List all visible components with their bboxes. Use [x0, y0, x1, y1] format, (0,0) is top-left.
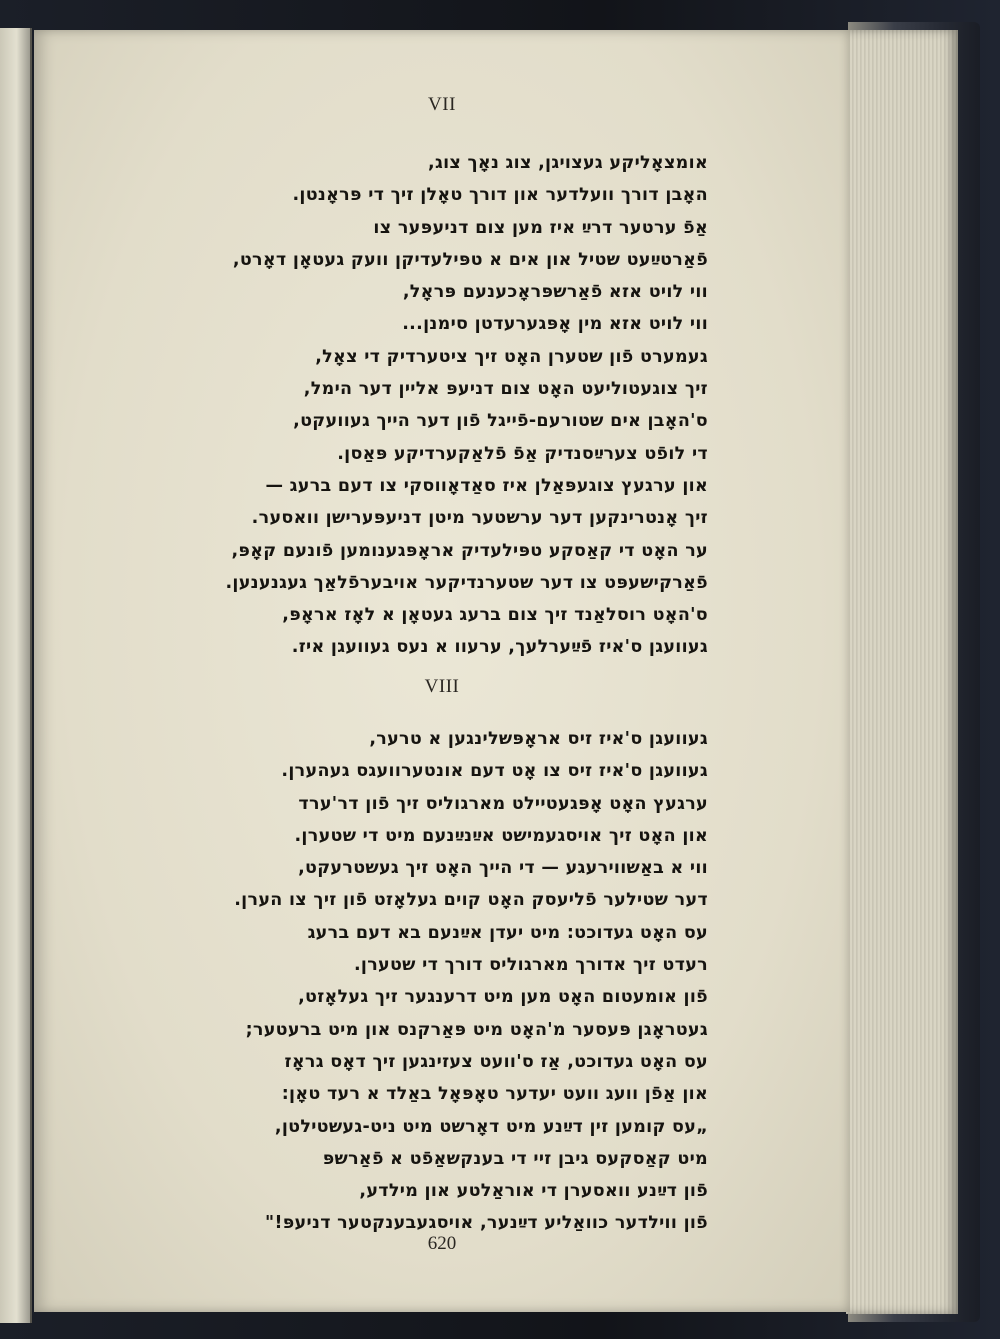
- poem-line: ערגעץ האָט אָפּגעטיילט מארגוליס זיך פֿון דר'ערד: [298, 793, 708, 814]
- poem-line: געוועגן ס'איז פֿײַערלעך, ערעוו א נעס געוועגן איז.: [291, 637, 708, 658]
- poem-line: און האָט זיך אויסגעמישט אײַנײַנעם מיט די שטערן.: [294, 825, 708, 846]
- poem-line: זיך צוגעטוליעט האָט צום דניעפּ אליין דער הימל,: [303, 379, 708, 400]
- poem-line: דער שטילער פֿליעסק האָט קוים געלאָזט פֿון זיך צו הערן.: [234, 890, 708, 911]
- poem-line: זיך אָנטרינקען דער ערשטער מיטן דניעפּערישן וואסער.: [251, 508, 708, 529]
- poem-line: און אַפֿן וועג וועט יעדער טאָפּאָל באַלד א רעד טאָן:: [281, 1084, 708, 1105]
- poem-line: עס האָט געדוכט, אַז ס'וועט צעזינגען זיך דאָס גראָז: [284, 1051, 708, 1072]
- poem-line: אַפֿ ערטער דרײַ איז מען צום דניעפּער צו: [373, 217, 708, 238]
- page-content: [34, 30, 850, 1312]
- poem-line: פֿאַרקישעפּט צו דער שטערנדיקער אויבערפֿלאַך געגנענען.: [225, 572, 708, 593]
- poem-line: פֿון ווילדער כוואַליע דײַנער, אויסגעבענקטער דניעפּ!": [265, 1213, 708, 1234]
- section-number-vii: VII: [428, 94, 456, 115]
- poem-line: האָבן דורך וועלדער און דורך טאָלן זיך די פּראָנטן.: [292, 185, 708, 206]
- book-page: [34, 30, 850, 1312]
- poem-line: אומצאָליקע געצויגן, צוג נאָך צוג,: [428, 153, 708, 173]
- poem-line: פֿון אומעטום האָט מען מיט דרענגער זיך געלאָזט,: [298, 987, 708, 1008]
- poem-line: פֿאַרטײַעט שטיל און אים א טפּילעדיקן וועק געטאָן דאָרט,: [232, 249, 708, 270]
- poem-line: ווי א באַשווירעגע — די הייך האָט זיך געשטרעקט,: [298, 858, 708, 879]
- poem-line: ס'האָט רוסלאַנד זיך צום ברעג געטאָן א לאָז אראָפּ,: [282, 605, 708, 626]
- poem-line: מיט קאַסקעס גיבן זיי די בענקשאַפֿט א פֿאַרשפּ: [322, 1148, 708, 1169]
- page-number: 620: [427, 1233, 457, 1254]
- section-number-viii: VIII: [424, 676, 460, 697]
- poem-line: די לופֿט צערײַסנדיק אַפֿ פֿלאַקערדיקע פּאַסן.: [337, 443, 708, 464]
- poem-line: געוועגן ס'איז זיס אראָפּשלינגען א טרער,: [369, 729, 708, 749]
- poem-stanza-viii: [8, 723, 708, 1240]
- poem-line: פֿון דײַנע וואסערן די אוראַלטע און מילדע,: [359, 1181, 708, 1202]
- poem-line: געמערט פֿון שטערן האָט זיך ציטערדיק די צאָל,: [315, 346, 708, 367]
- poem-line: געוועגן ס'איז זיס צו אָט דעם אונטערוועגס געהערן.: [281, 761, 708, 782]
- poem-line: רעדט זיך אדורך מארגוליס דורך די שטערן.: [353, 955, 708, 976]
- poem-line: געטראָגן פּעסער מ'האָט מיט פּאַרקנס און מיט ברעטער;: [245, 1019, 708, 1040]
- page-stack-edge: [846, 30, 958, 1314]
- poem-line: ווי לויט אזא מין אָפּגערעדטן סימנן...: [402, 314, 708, 335]
- poem-line: און ערגעץ צוגעפּאַלן איז סאַדאָווסקי צו דעם ברעג —: [265, 475, 708, 496]
- poem-line: ער האָט די קאַסקע טפּילעדיק אראָפּגענומען פֿונעם קאָפּ,: [231, 540, 708, 561]
- poem-line: ס'האָבן אים שטורעם-פֿייגל פֿון דער הייך געוועקט,: [293, 411, 708, 432]
- poem-line: ווי לויט אזא פֿאַרשפּראָכענעם פּראָל,: [402, 282, 708, 303]
- poem-stanza-vii: [8, 147, 708, 664]
- poem-line: עס האָט געדוכט: מיט יעדן אײַנעם בא דעם ברעג: [307, 922, 708, 943]
- poem-line: „עס קומען זין דײַנע מיט דאָרשט מיט ניט-געשטילטן,: [274, 1116, 708, 1137]
